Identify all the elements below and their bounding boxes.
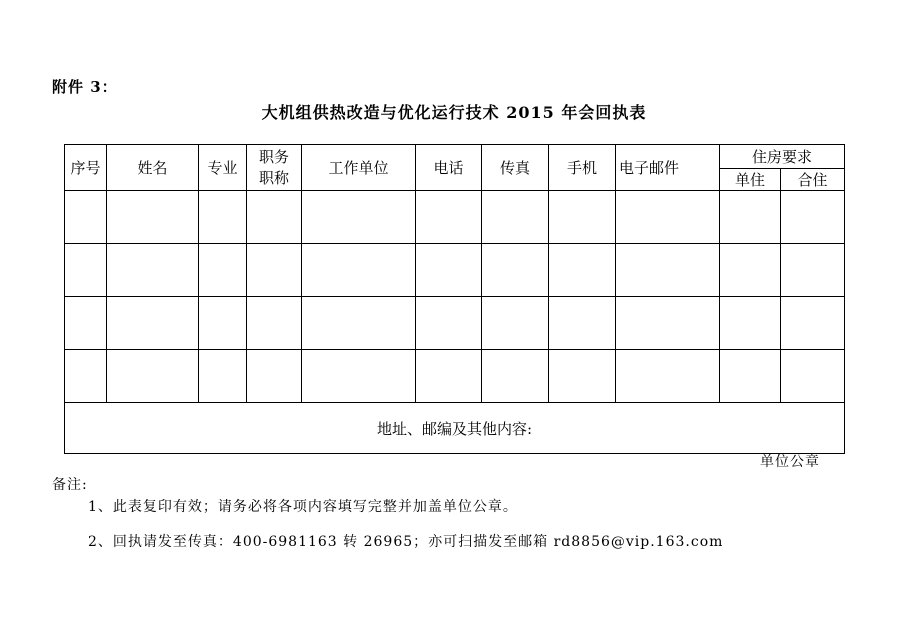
table-cell[interactable] bbox=[199, 244, 247, 297]
table-cell[interactable] bbox=[416, 350, 482, 403]
col-header-organization: 工作单位 bbox=[302, 145, 416, 191]
table-cell[interactable] bbox=[302, 350, 416, 403]
table-row bbox=[65, 191, 845, 244]
table-cell[interactable] bbox=[482, 244, 549, 297]
table-cell[interactable] bbox=[302, 244, 416, 297]
table-cell[interactable] bbox=[549, 350, 616, 403]
table-cell[interactable] bbox=[781, 350, 845, 403]
table-cell[interactable] bbox=[107, 350, 199, 403]
table-cell[interactable] bbox=[107, 297, 199, 350]
table-cell[interactable] bbox=[616, 350, 720, 403]
table-cell[interactable] bbox=[65, 297, 107, 350]
table-cell[interactable] bbox=[416, 191, 482, 244]
col-header-email: 电子邮件 bbox=[616, 145, 720, 191]
col-header-shared-room: 合住 bbox=[781, 169, 845, 191]
note-item: 1、此表复印有效；请务必将各项内容填写完整并加盖单位公章。 bbox=[88, 499, 518, 515]
col-header-position-title bbox=[247, 145, 302, 191]
table-cell[interactable] bbox=[247, 350, 302, 403]
table-row bbox=[65, 350, 845, 403]
table-cell[interactable] bbox=[247, 297, 302, 350]
table-row bbox=[65, 244, 845, 297]
table-cell[interactable] bbox=[616, 297, 720, 350]
table-cell[interactable] bbox=[720, 244, 781, 297]
table-cell[interactable] bbox=[416, 244, 482, 297]
table-cell[interactable] bbox=[482, 191, 549, 244]
form-title: 大机组供热改造与优化运行技术 2015 年会回执表 bbox=[261, 103, 647, 122]
table-cell[interactable] bbox=[65, 191, 107, 244]
table-cell[interactable] bbox=[616, 191, 720, 244]
table-cell[interactable] bbox=[549, 297, 616, 350]
table-cell[interactable] bbox=[549, 191, 616, 244]
note-item: 2、回执请发至传真：400-6981163 转 26965；亦可扫描发至邮箱 rd8856@vip.163.com bbox=[88, 534, 724, 550]
table-cell[interactable] bbox=[781, 297, 845, 350]
col-header-fax: 传真 bbox=[482, 145, 549, 191]
col-header-name: 姓名 bbox=[107, 145, 199, 191]
col-header-specialty: 专业 bbox=[199, 145, 247, 191]
table-cell[interactable] bbox=[199, 191, 247, 244]
table-cell[interactable] bbox=[720, 297, 781, 350]
notes-heading: 备注: bbox=[52, 477, 88, 493]
col-header-phone: 电话 bbox=[416, 145, 482, 191]
table-cell[interactable] bbox=[482, 350, 549, 403]
table-cell[interactable] bbox=[247, 191, 302, 244]
unit-seal-label: 单位公章 bbox=[760, 454, 820, 470]
col-header-single-room: 单住 bbox=[720, 169, 781, 191]
header-row bbox=[65, 145, 845, 169]
table-cell[interactable] bbox=[107, 244, 199, 297]
col-header-professional-title: 职称 bbox=[258, 168, 289, 187]
table-cell[interactable] bbox=[781, 191, 845, 244]
col-header-mobile: 手机 bbox=[549, 145, 616, 191]
table-cell[interactable] bbox=[199, 297, 247, 350]
table-cell[interactable] bbox=[107, 191, 199, 244]
table-cell[interactable] bbox=[65, 244, 107, 297]
table-cell[interactable] bbox=[199, 350, 247, 403]
table-cell[interactable] bbox=[302, 297, 416, 350]
table-cell[interactable] bbox=[302, 191, 416, 244]
table-row bbox=[65, 297, 845, 350]
table-cell[interactable] bbox=[781, 244, 845, 297]
col-header-position: 职务 bbox=[258, 147, 289, 166]
table-cell[interactable] bbox=[720, 350, 781, 403]
table-cell[interactable] bbox=[616, 244, 720, 297]
col-header-housing: 住房要求 bbox=[720, 145, 845, 169]
attachment-label: 附件 3： bbox=[52, 78, 118, 96]
address-row bbox=[65, 403, 845, 454]
registration-table bbox=[64, 144, 845, 454]
address-field[interactable]: 地址、邮编及其他内容: bbox=[65, 403, 845, 454]
col-header-index: 序号 bbox=[65, 145, 107, 191]
table-cell[interactable] bbox=[482, 297, 549, 350]
table-cell[interactable] bbox=[720, 191, 781, 244]
table-cell[interactable] bbox=[65, 350, 107, 403]
table-cell[interactable] bbox=[416, 297, 482, 350]
table-cell[interactable] bbox=[247, 244, 302, 297]
table-cell[interactable] bbox=[549, 244, 616, 297]
